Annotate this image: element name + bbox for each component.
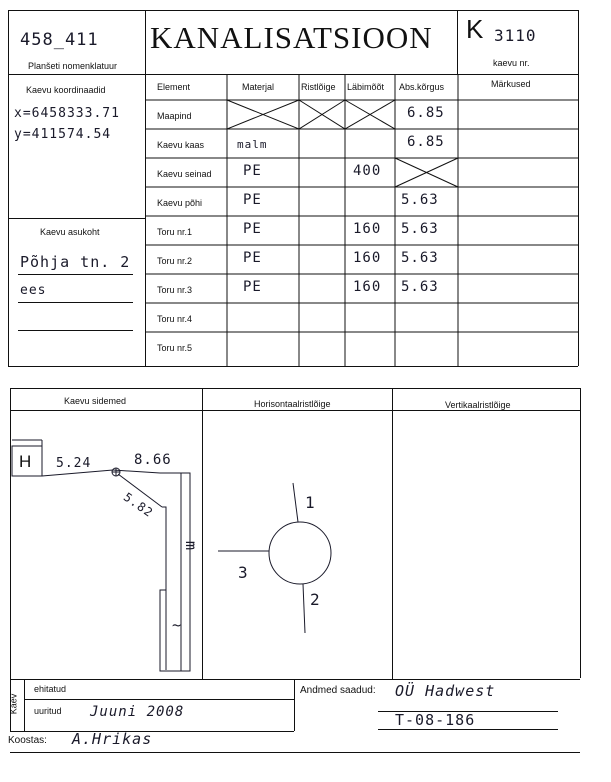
well-number: 3110 (494, 26, 537, 45)
table-row-element: Toru nr.2 (157, 256, 193, 266)
pipe-label-3: 3 (238, 563, 249, 582)
table-cell-diameter: 400 (353, 163, 382, 179)
pipe-label-2: 2 (310, 590, 321, 609)
table-cell-material: PE (243, 221, 262, 237)
table-cell-abs: 5.63 (401, 221, 439, 237)
table-cell-diameter: 160 (353, 221, 382, 237)
col-header-cross: Ristlõige (301, 82, 336, 92)
well-label: kaevu nr. (493, 58, 530, 68)
table-cell-abs: 5.63 (401, 192, 439, 208)
table-cell-abs: 5.63 (401, 250, 439, 266)
col-header-diameter: Läbimõõt (347, 82, 385, 92)
data-from-value-1: OÜ Hadwest (395, 682, 496, 700)
table-cell-material: malm (237, 138, 268, 151)
col-header-notes: Märkused (491, 79, 531, 89)
table-cell-material: PE (243, 163, 262, 179)
table-cell-abs: 6.85 (407, 105, 445, 121)
section-title-ties: Kaevu sidemed (64, 396, 127, 406)
pipe-label-1: 1 (305, 493, 316, 512)
data-from-label: Andmed saadud: (300, 685, 376, 696)
table-row-element: Kaevu põhi (157, 198, 203, 208)
table-row-element: Toru nr.4 (157, 314, 193, 324)
dimension-2: 8.66 (134, 452, 172, 468)
built-label: ehitatud (34, 684, 67, 694)
building-label: H (19, 452, 32, 471)
data-from-value-2: T-08-186 (395, 711, 476, 729)
table-cell-abs: 6.85 (407, 134, 445, 150)
well-prefix: K (466, 14, 484, 44)
coordinate-x: x=6458333.71 (14, 106, 120, 121)
compiled-label: Koostas: (8, 735, 47, 746)
col-header-material: Materjal (242, 82, 275, 92)
table-row-element: Kaevu kaas (157, 140, 205, 150)
table-cell-diameter: 160 (353, 250, 382, 266)
location-line-1: Põhja tn. 2 (20, 253, 131, 271)
surveyed-label: uuritud (34, 706, 62, 716)
col-header-abs: Abs.kõrgus (399, 82, 445, 92)
col-header-element: Element (157, 82, 191, 92)
table-cell-abs: 5.63 (401, 279, 439, 295)
section-title-vertical: Vertikaalristlõige (445, 400, 511, 410)
table-row-element: Kaevu seinad (157, 169, 212, 179)
table-cell-material: PE (243, 279, 262, 295)
table-grid (145, 74, 578, 366)
top-form (0, 0, 611, 380)
surveyed-value: Juuni 2008 (90, 704, 185, 720)
coordinate-y: y=411574.54 (14, 127, 112, 142)
page-title: KANALISATSIOON (150, 20, 433, 55)
sheet-label: Planšeti nomenklatuur (28, 61, 118, 71)
dimension-1: 5.24 (56, 456, 92, 471)
sheet-number: 458_411 (20, 30, 99, 50)
sketch-form (0, 380, 611, 782)
table-cell-diameter: 160 (353, 279, 382, 295)
side-label: Kaev (8, 693, 19, 715)
element-table (145, 74, 578, 366)
table-row-element: Toru nr.3 (157, 285, 193, 295)
table-cell-material: PE (243, 250, 262, 266)
table-row-element: Toru nr.5 (157, 343, 193, 353)
horizontal-section-drawing (0, 380, 392, 680)
compiled-value: A.Hrikas (72, 730, 153, 748)
dimension-3: 5.82 (120, 489, 156, 521)
table-row-element: Maapind (157, 111, 192, 121)
table-row-element: Toru nr.1 (157, 227, 193, 237)
section-title-horizontal: Horisontaalristlõige (254, 399, 331, 409)
wall-mark: m (182, 540, 201, 552)
wall-mark-2: ~ (172, 616, 183, 634)
coordinates-label: Kaevu koordinaadid (26, 85, 106, 95)
table-cell-material: PE (243, 192, 262, 208)
location-label: Kaevu asukoht (40, 227, 100, 237)
location-line-2: ees (20, 283, 47, 298)
